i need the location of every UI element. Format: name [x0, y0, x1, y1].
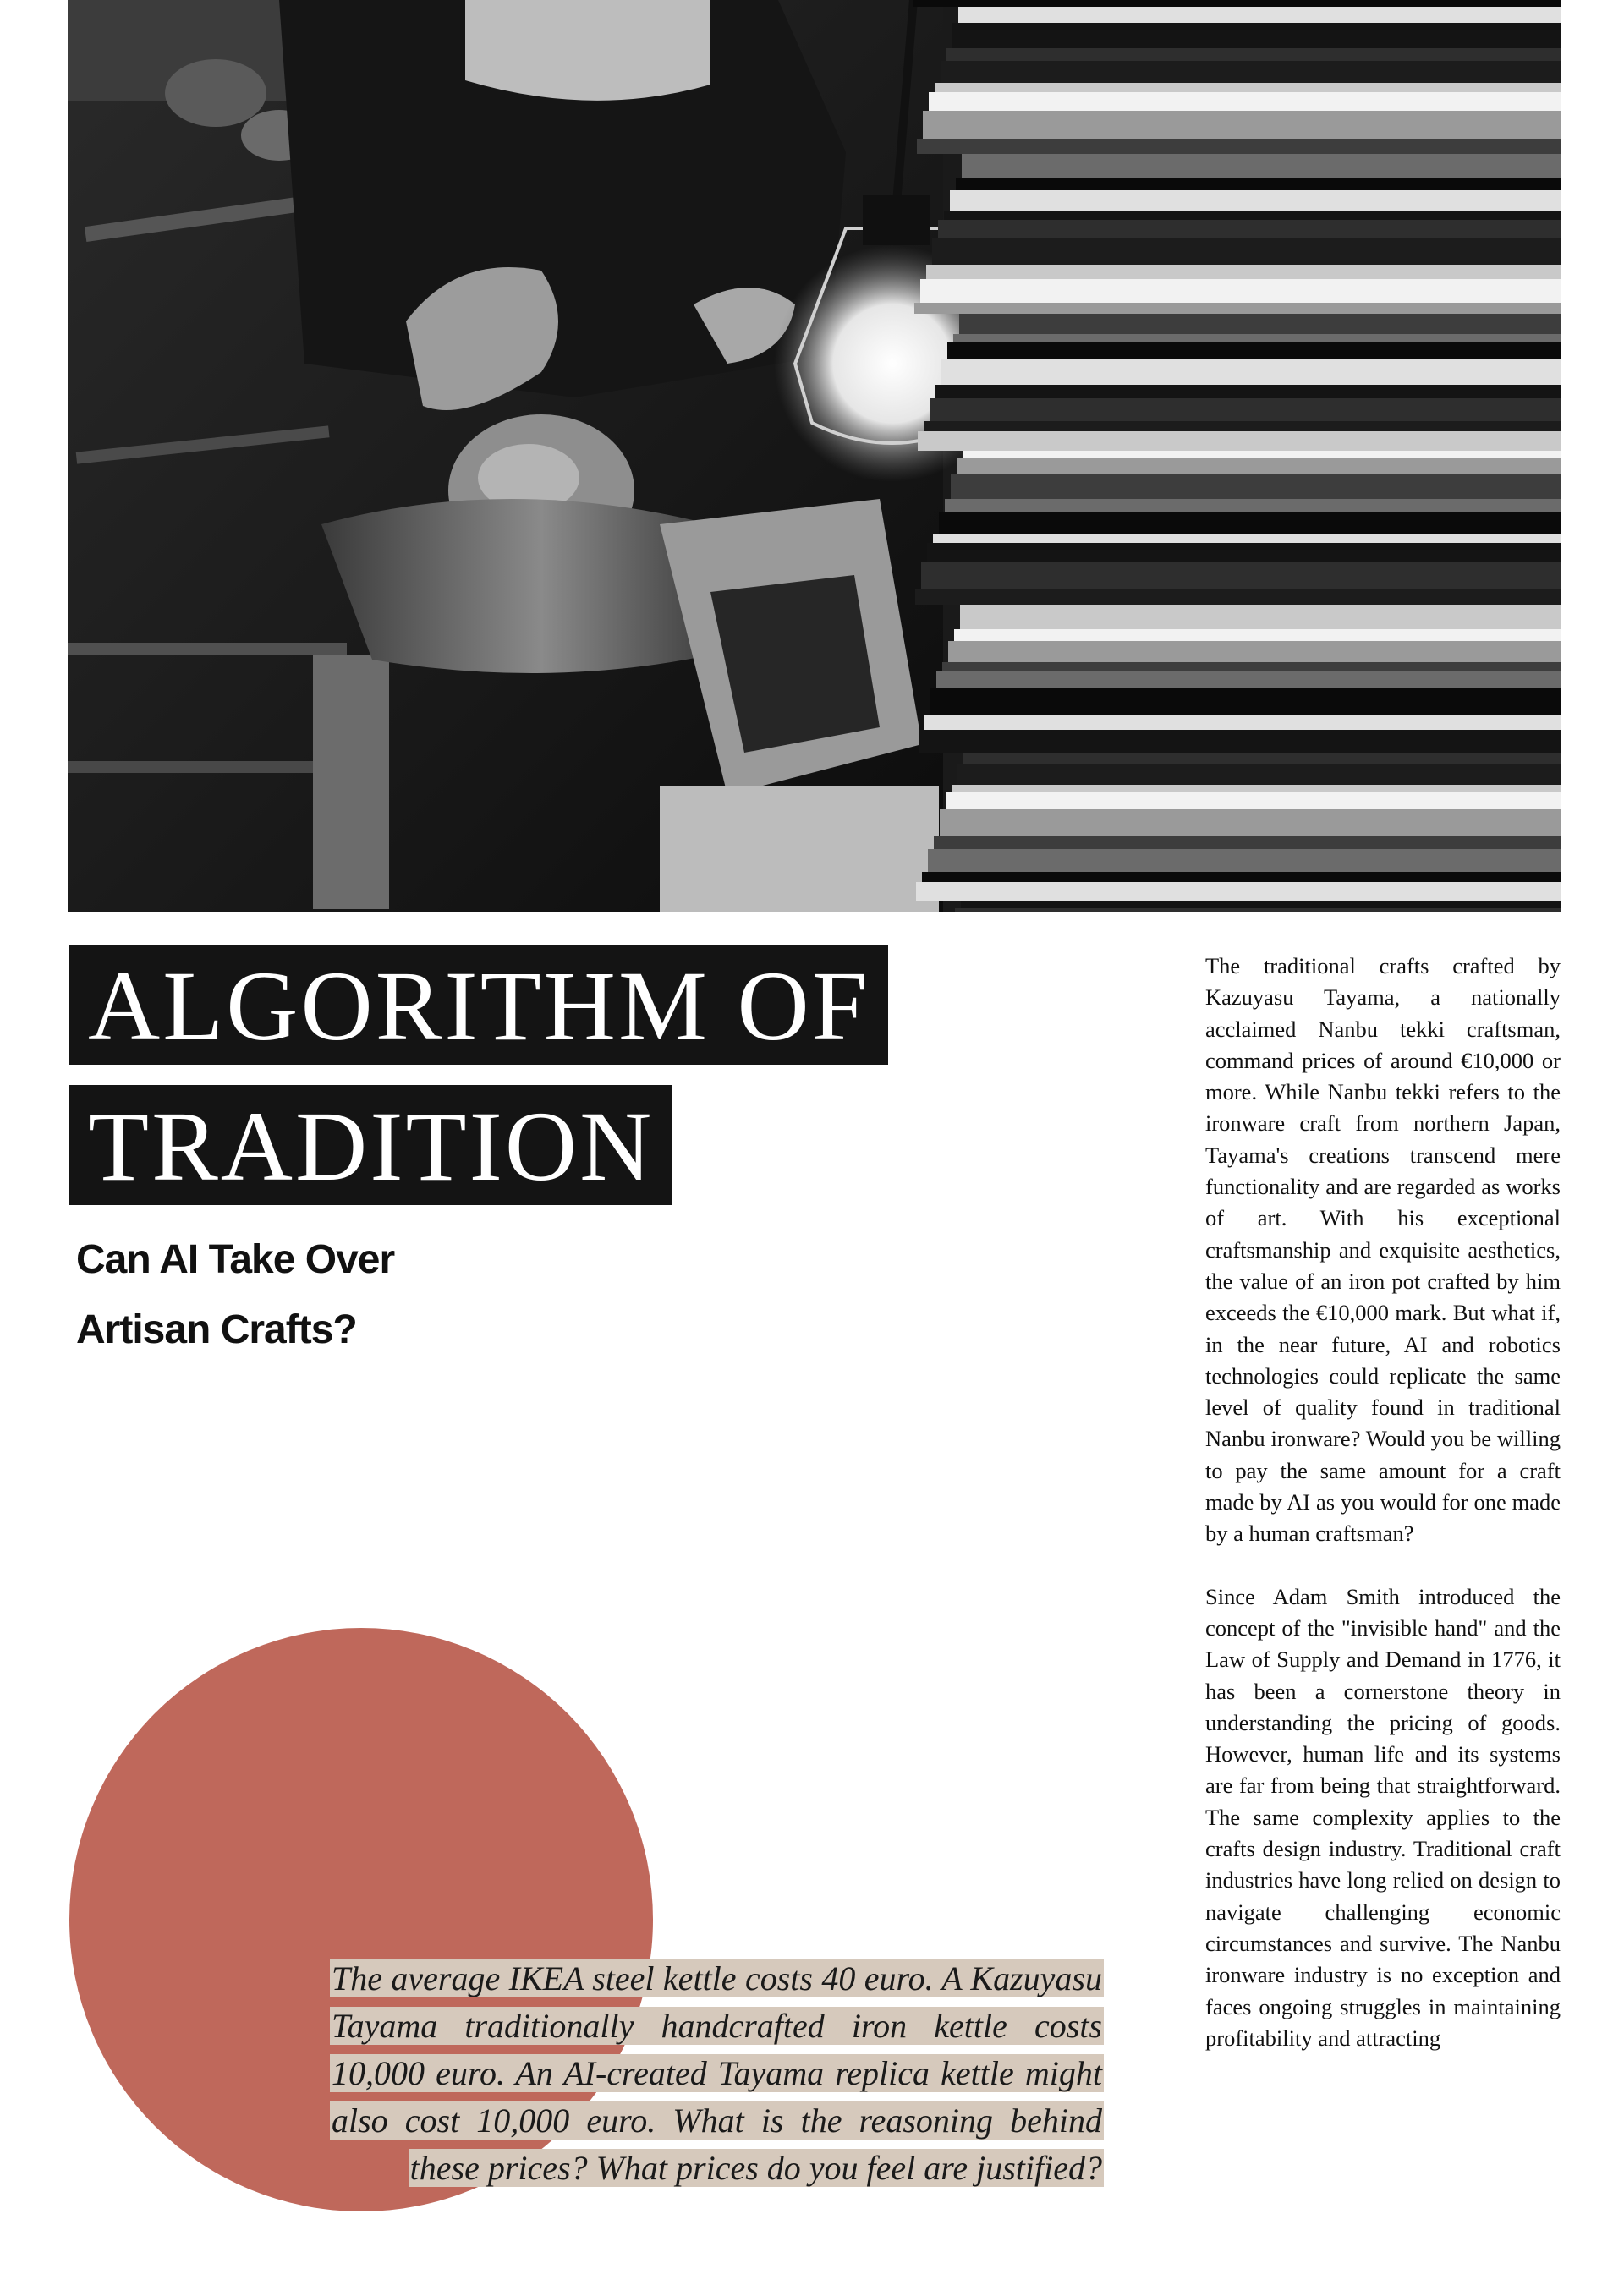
title-line-2: TRADITION: [69, 1085, 672, 1205]
pull-quote: [330, 1955, 1104, 2192]
glitch-stripe: [930, 398, 1561, 421]
glitch-stripe: [941, 359, 1561, 385]
glitch-stripe: [936, 671, 1561, 688]
glitch-stripe: [935, 385, 1561, 398]
glitch-stripe: [933, 534, 1561, 543]
pull-quote-text: The average IKEA steel kettle costs 40 euro. A Kazuyasu Tayama traditionally handcrafted iron kettle costs 10,000 euro. An AI-created Tayama replica kettle might also cost 10,000 euro. What is the reasoning behind these prices? What prices do you feel are justified?: [332, 1959, 1102, 2187]
glitch-stripe: [926, 265, 1561, 279]
glitch-stripe: [956, 178, 1561, 190]
glitch-stripe: [954, 629, 1561, 641]
glitch-stripe: [934, 836, 1561, 849]
glitch-stripe: [923, 111, 1561, 139]
glitch-stripe: [921, 562, 1561, 589]
glitch-stripe: [939, 512, 1561, 534]
glitch-stripe: [961, 901, 1561, 908]
glitch-stripe: [957, 458, 1561, 474]
glitch-stripe: [946, 792, 1561, 809]
craftsman-photo-icon: [68, 0, 1561, 912]
glitch-stripe: [959, 314, 1561, 334]
glitch-stripe: [919, 730, 1561, 753]
glitch-stripe: [953, 334, 1561, 342]
glitch-stripe: [920, 279, 1561, 303]
hero-photo: [68, 0, 1561, 912]
glitch-stripe: [947, 342, 1561, 359]
glitch-stripe: [944, 211, 1561, 220]
glitch-stripe: [948, 641, 1561, 662]
glitch-stripe: [952, 785, 1561, 792]
body-paragraph-1: The traditional crafts crafted by Kazuyasu Tayama, a nationally acclaimed Nanbu tekki craftsman, command prices of around €10,000 or more. While Nanbu tekki refers to the ironware craft from northern Japan, Tayama's creations transcend mere functionality and are regarded as works of art. With his exceptional craftsmanship and exquisite aesthetics, the value of an iron pot crafted by him exceeds the €10,000 mark. But what if, in the near future, AI and robotics technologies could replicate the same level of quality found in traditional Nanbu ironware? Would you be willing to pay the same amount for a craft made by AI as you would for one made by a human craftsman?: [1205, 953, 1561, 1547]
glitch-stripe: [915, 589, 1561, 605]
subtitle-line-2: Artisan Crafts?: [76, 1307, 357, 1352]
glitch-stripe: [928, 849, 1561, 872]
glitch-stripe: [963, 753, 1561, 764]
glitch-stripe: [918, 431, 1561, 451]
glitch-stripe: [924, 715, 1561, 730]
glitch-stripe: [916, 882, 1561, 901]
glitch-stripe: [930, 688, 1561, 715]
glitch-stripe: [924, 421, 1561, 431]
glitch-stripe: [927, 543, 1561, 562]
glitch-stripe: [951, 474, 1561, 499]
glitch-stripe: [958, 7, 1561, 23]
glitch-stripe: [962, 154, 1561, 178]
glitch-stripe: [960, 605, 1561, 629]
glitch-stripe: [917, 139, 1561, 154]
glitch-stripe: [945, 499, 1561, 512]
glitch-stripe: [942, 662, 1561, 671]
glitch-stripe: [914, 0, 1561, 7]
title-line-1: ALGORITHM OF: [69, 945, 888, 1065]
glitch-stripe: [952, 23, 1561, 48]
glitch-stripe: [922, 872, 1561, 882]
glitch-stripe: [946, 48, 1561, 61]
glitch-stripe: [957, 764, 1561, 785]
glitch-stripe: [932, 238, 1561, 265]
glitch-stripe: [940, 809, 1561, 836]
glitch-stripe: [929, 92, 1561, 111]
body-paragraph-2: Since Adam Smith introduced the concept of the "invisible hand" and the Law of Supply and Demand in 1776, it has been a cornerstone theory in understanding the pricing of goods. However, human life and its systems are far from being that straightforward. The same complexity applies to the crafts design industry. Traditional craft industries have long relied on design to navigate challenging economic circumstances and survive. The Nanbu ironware industry is no exception and faces ongoing struggles in maintaining profitability and attracting: [1205, 1583, 1561, 2051]
glitch-stripe: [938, 220, 1561, 238]
body-column: [1205, 951, 1561, 2243]
glitch-stripe: [955, 908, 1561, 912]
glitch-stripe: [950, 190, 1561, 211]
glitch-stripe: [935, 83, 1561, 92]
subtitle-line-1: Can AI Take Over: [76, 1237, 395, 1282]
glitch-stripe: [963, 451, 1561, 458]
glitch-stripe: [914, 303, 1561, 314]
glitch-stripe: [941, 61, 1561, 83]
